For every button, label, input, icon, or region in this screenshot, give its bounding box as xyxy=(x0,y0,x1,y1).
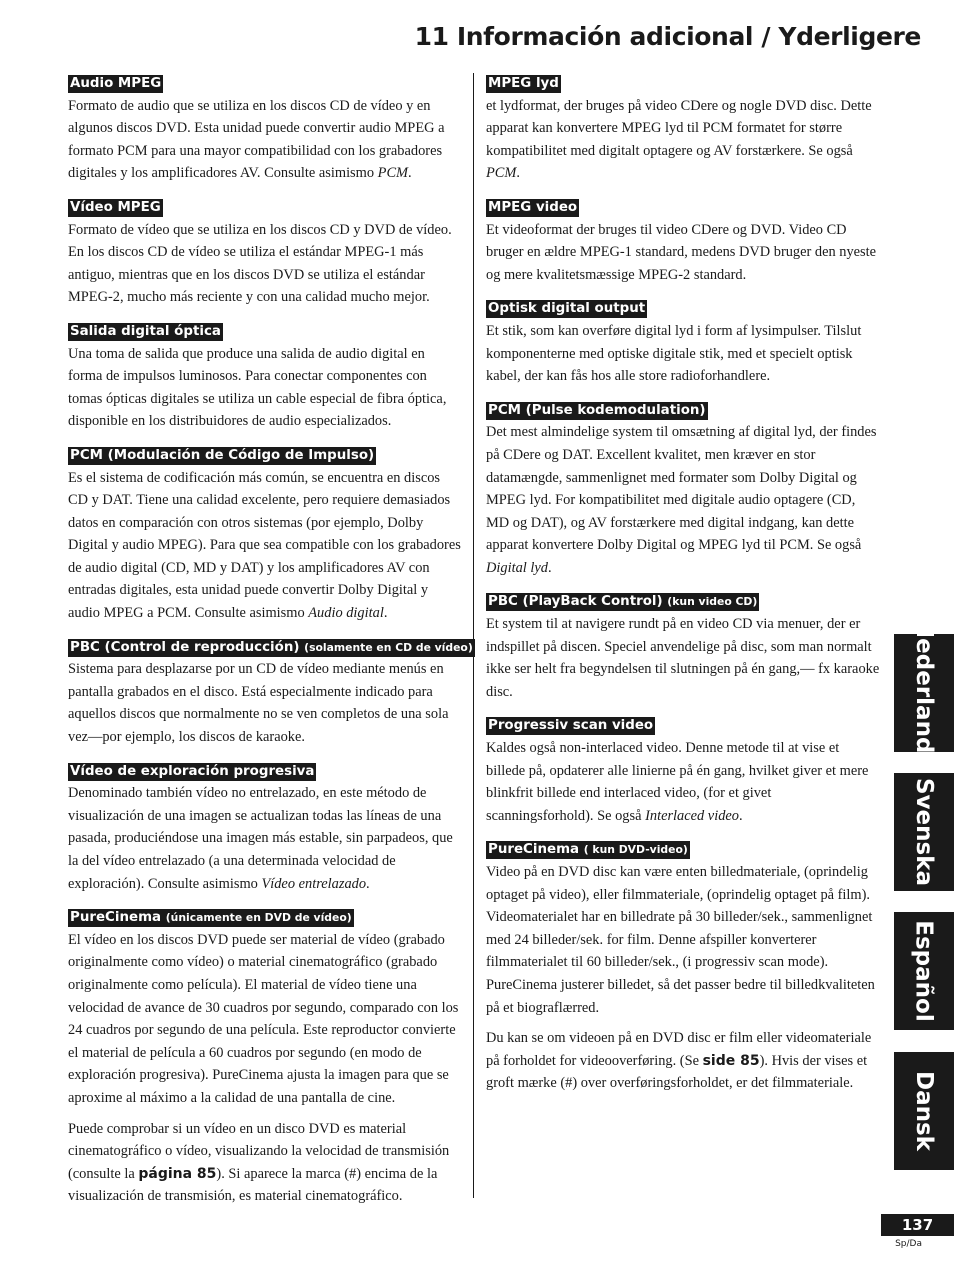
glossary-term-heading xyxy=(486,402,708,420)
glossary-term-heading xyxy=(68,75,163,93)
glossary-entry xyxy=(68,72,462,185)
glossary-term-qualifier: (kun video CD) xyxy=(667,595,758,609)
glossary-definition: et lydformat, der bruges på video CDere og nogle DVD disc. Dette apparat kan konvertere MPEG lyd til PCM formatet for større kompatibilitet med digitalt optagere og AV forstærkere. Se også PCM. xyxy=(486,97,872,182)
glossary-term: PCM (Pulse kodemodulation) xyxy=(488,402,706,418)
glossary-entry xyxy=(486,590,880,703)
glossary-term: Progressiv scan video xyxy=(488,718,654,734)
glossary-term-heading xyxy=(486,717,655,735)
glossary-term: PCM (Modulación de Código de Impulso) xyxy=(70,447,375,463)
glossary-definition: Es el sistema de codificación más común, se encuentra en discos CD y DAT. Tiene una calidad excelente, pero requiere demasiados datos en comparación con otros sistemas (por ejemplo, Dolby Digital y audio MPEG). Para que sea compatible con los grabadores de audio digital (CD, MD y DAT) y los amplificadores AV con entradas digitales, esta unidad puede convertir Dolby Digital y audio MPEG a PCM. Consulte asimismo Audio digital. xyxy=(68,469,461,622)
glossary-definition: Formato de vídeo que se utiliza en los discos CD y DVD de vídeo. En los discos CD de vídeo se utiliza el estándar MPEG-1 más antiguo, mientras que en los discos DVD se utiliza el estándar MPEG-2, mucho más reciente y con una calidad mucho mejor. xyxy=(68,221,452,306)
glossary-term-heading xyxy=(68,639,475,657)
glossary-term-heading xyxy=(68,909,354,927)
page-number: 137 xyxy=(881,1214,954,1236)
language-tab-nederlands[interactable]: Nederlands xyxy=(894,634,954,752)
page-reference: side 85 xyxy=(702,1052,760,1069)
glossary-definition: Et stik, som kan overføre digital lyd i form af lysimpulser. Tilslut komponenterne med optiske digitale stik, med et specielt optisk kabel, der kan fås hos alle store radioforhandlere. xyxy=(486,322,862,385)
language-tab-espanol[interactable]: Español xyxy=(894,912,954,1030)
cross-reference: PCM xyxy=(377,165,409,182)
glossary-definition: Et videoformat der bruges til video CDere og DVD. Video CD bruger en ældre MPEG-1 standard, medens DVD bruger den nyeste og mere kvalitetsmæssige MPEG-2 standard. xyxy=(486,221,877,283)
cross-reference: Audio digital xyxy=(308,605,384,622)
page-reference: página 85 xyxy=(138,1165,217,1182)
column-divider xyxy=(473,73,474,1198)
cross-reference: Interlaced video xyxy=(645,807,739,824)
page-title: 11 Información adicional / Yderligere xyxy=(414,22,921,51)
glossary-term-heading xyxy=(486,75,561,93)
glossary-term: PureCinema xyxy=(70,910,166,926)
glossary-term-heading xyxy=(68,447,376,465)
left-column-spanish xyxy=(68,72,473,1219)
glossary-entry xyxy=(68,906,462,1208)
glossary-term: MPEG video xyxy=(488,199,578,215)
glossary-entry xyxy=(68,760,462,896)
glossary-term: PureCinema xyxy=(488,842,584,858)
glossary-entry xyxy=(486,297,880,387)
glossary-definition: Puede comprobar si un vídeo en un disco DVD es material cinematográfico o vídeo, visualizando la velocidad de transmisión (consulte la página 85). Si aparece la marca (#) encima de la visualización de transmisión, es material cinematográfico. xyxy=(68,1120,450,1205)
glossary-term-heading xyxy=(68,763,316,781)
glossary-entry xyxy=(486,399,880,580)
glossary-entry xyxy=(68,636,473,749)
glossary-definition: Video på en DVD disc kan være enten billedmateriale, (oprindelig optaget på video), eller filmmateriale, (oprindelig optaget på film). Videomaterialet har en billedrate på 30 billeder/sek., sammenlignet med 24 billeder/sek. for film. Denne afspiller konverterer filmmaterialet til 60 billeder/sek., (i progressiv scan mode). PureCinema justerer billedet, så det passer bedre til billedkvaliteten på et biograflærred. xyxy=(486,864,875,1016)
glossary-term-qualifier: (solamente en CD de vídeo) xyxy=(304,640,473,654)
cross-reference: PCM xyxy=(486,165,517,182)
glossary-term-qualifier: (únicamente en DVD de vídeo) xyxy=(165,911,352,925)
glossary-definition: El vídeo en los discos DVD puede ser material de vídeo (grabado originalmente como vídeo) o material cinematográfico (grabado originalmente como película). El material de vídeo tiene una velocidad de avance de 30 cuadros por segundo, comparado con los 24 cuadros por segundo de una película. Este reproductor convierte el material de película a 60 cuadros por segundo (en modo de exploración progresiva). PureCinema ajusta la imagen para que se aproxime al máximo a la calidad de una pantalla de cine. xyxy=(68,931,459,1106)
language-code: Sp/Da xyxy=(895,1239,922,1249)
glossary-entry xyxy=(486,714,880,827)
glossary-definition: Et system til at navigere rundt på en video CD via menuer, der er indspillet på discen. Speciel anvendelige på disc, som man normalt ikke ser helt fra begyndelsen til slutningen på én gang,— fx karaoke disc. xyxy=(486,616,880,700)
language-tab-dansk[interactable]: Dansk xyxy=(894,1052,954,1170)
cross-reference: Digital lyd xyxy=(486,559,548,576)
glossary-entry xyxy=(68,196,462,309)
glossary-entry xyxy=(68,320,462,433)
glossary-entry xyxy=(486,196,880,286)
glossary-entry xyxy=(486,72,880,185)
glossary-term-heading xyxy=(486,593,759,611)
glossary-definition: Sistema para desplazarse por un CD de vídeo mediante menús en pantalla grabados en el disco. Está especialmente indicado para aquellos discos que normalmente no se ven completos de una sola vez—por ejemplo, los discos de karaoke. xyxy=(68,661,449,746)
glossary-term: Optisk digital output xyxy=(488,301,646,317)
glossary-term: Salida digital óptica xyxy=(70,323,221,339)
glossary-term-heading xyxy=(486,300,647,318)
glossary-term: PBC (Control de reproducción) xyxy=(70,639,305,655)
cross-reference: Vídeo entrelazado xyxy=(261,875,367,892)
glossary-definition: Formato de audio que se utiliza en los discos CD de vídeo y en algunos discos DVD. Esta unidad puede convertir audio MPEG a formato PCM para una mayor compatibilidad con los grabadores digitales y los amplificadores AV. Consulte asimismo PCM. xyxy=(68,97,445,182)
glossary-term-qualifier: ( kun DVD-video) xyxy=(583,843,688,857)
glossary-definition: Kaldes også non-interlaced video. Denne metode til at vise et billede på, opdaterer alle linierne på én gang, hvilket giver et mere blinkfrit billede end interlaced video, (for et givet scanningsforhold). Se også Interlaced video. xyxy=(486,740,869,824)
glossary-term: Audio MPEG xyxy=(70,76,162,91)
glossary-definition: Denominado también vídeo no entrelazado, en este método de visualización de una imagen se actualizan todas las líneas de una pasada, produciéndose una imagen más estable, sin parpadeos, que la del vídeo entrelazado (a una determinada velocidad de exploración). Consulte asimismo Vídeo entrelazado. xyxy=(68,785,453,892)
glossary-term: PBC (PlayBack Control) xyxy=(488,594,668,610)
glossary-term-heading xyxy=(486,199,579,217)
glossary-term-heading xyxy=(68,323,223,341)
glossary-term: Vídeo MPEG xyxy=(70,199,161,215)
glossary-term: MPEG lyd xyxy=(488,76,559,91)
glossary-term-heading xyxy=(68,199,163,217)
glossary-definition: Una toma de salida que produce una salida de audio digital en forma de impulsos luminosos. Para conectar componentes con tomas ópticas digitales se utiliza un cable especial de fibra óptica, disponible en los distribuidores de audio especializados. xyxy=(68,345,447,430)
glossary-term: Vídeo de exploración progresiva xyxy=(70,763,315,779)
glossary-entry xyxy=(486,838,880,1095)
glossary-definition: Det mest almindelige system til omsætning af digital lyd, der findes på CDere og DAT. Excellent kvalitet, men kræver en stor datamængde, sammenlignet med formater som Dolby Digital og MPEG lyd. For kompatibilitet med digitale audio optagere (CD, MD og DAT), og AV forstærkere med digital indgang, kan dette apparat konvertere Dolby Digital og MPEG lyd til PCM. Se også Digital lyd. xyxy=(486,424,877,576)
right-column-danish xyxy=(486,72,880,1106)
glossary-term-heading xyxy=(486,841,690,859)
language-tab-svenska[interactable]: Svenska xyxy=(894,773,954,891)
glossary-definition: Du kan se om videoen på en DVD disc er film eller videomateriale på forholdet for videooverføring. (Se side 85). Hvis der vises et groft mærke (#) over overføringsforholdet, er det filmmateriale. xyxy=(486,1030,872,1092)
glossary-entry xyxy=(68,444,462,625)
